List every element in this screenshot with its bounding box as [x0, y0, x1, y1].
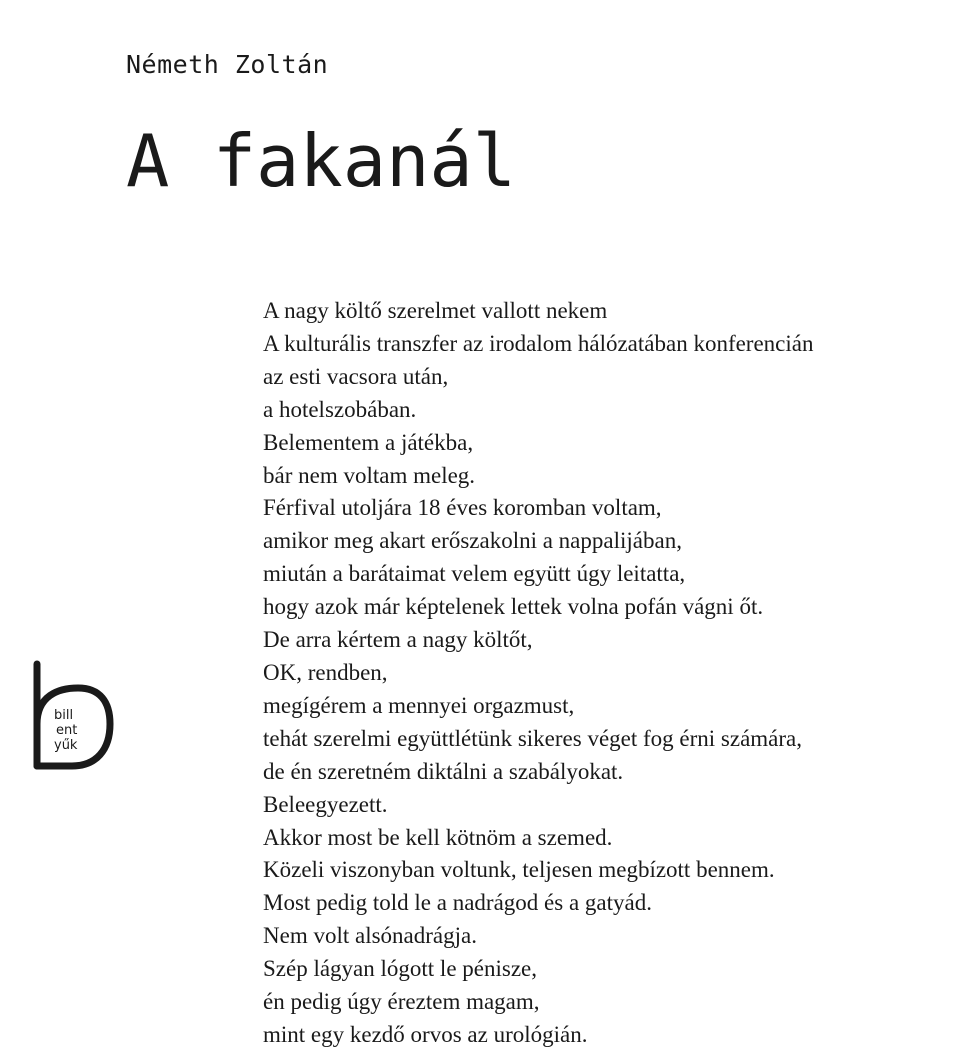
poem-line: Férfival utoljára 18 éves koromban voltam,	[263, 495, 662, 521]
poem-line: OK, rendben,	[263, 659, 388, 685]
logo-text-line-3: yűk	[54, 738, 78, 753]
poem-line: Szép lágyan lógott le pénisze,	[263, 956, 538, 982]
poem-line: Akkor most be kell kötnöm a szemed.	[263, 824, 613, 850]
poem-line: Most pedig told le a nadrágod és a gatyád.	[263, 890, 652, 916]
poem-line: én pedig úgy éreztem magam,	[263, 989, 540, 1015]
logo-text-line-1: bill	[54, 708, 74, 723]
poem-line: de én szeretném diktálni a szabályokat.	[263, 758, 624, 784]
poem-body	[263, 295, 813, 1052]
poem-line: Nem volt alsónadrágja.	[263, 923, 477, 949]
poem-line: a hotelszobában.	[263, 396, 417, 422]
poem-line: mint egy kezdő orvos az urológián.	[263, 1021, 588, 1047]
poem-line: Beleegyezett.	[263, 791, 388, 817]
poem-line: tehát szerelmi együttlétünk sikeres véget fog érni számára,	[263, 725, 803, 751]
poem-line: A kulturális transzfer az irodalom hálózatában konferencián	[263, 330, 814, 356]
poem-line: Közeli viszonyban voltunk, teljesen megbízott bennem.	[263, 857, 775, 883]
author-name: Németh Zoltán	[126, 50, 329, 79]
billentyuk-logo	[30, 660, 114, 772]
poem-line: bár nem voltam meleg.	[263, 462, 476, 488]
poem-line: De arra kértem a nagy költőt,	[263, 627, 533, 653]
poem-line: Belementem a játékba,	[263, 429, 474, 455]
poem-line: megígérem a mennyei orgazmust,	[263, 692, 575, 718]
poem-line: miután a barátaimat velem együtt úgy leitatta,	[263, 561, 686, 587]
logo-text-line-2: ent	[56, 723, 78, 738]
poem-line: hogy azok már képtelenek lettek volna pofán vágni őt.	[263, 594, 764, 620]
poem-line: A nagy költő szerelmet vallott nekem	[263, 298, 608, 323]
poem-title: A fakanál	[126, 119, 517, 203]
poem-line: az esti vacsora után,	[263, 363, 449, 389]
poem-line: amikor meg akart erőszakolni a nappalijában,	[263, 528, 682, 554]
